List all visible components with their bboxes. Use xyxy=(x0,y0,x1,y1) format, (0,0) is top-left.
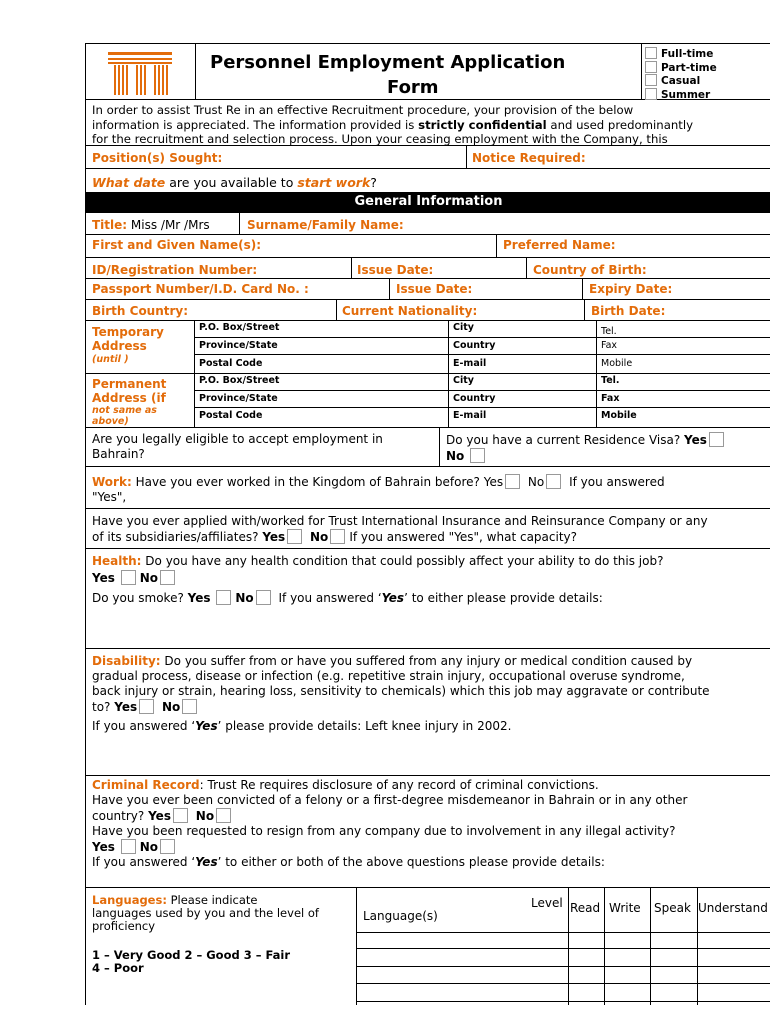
current-nationality-label: Current Nationality: xyxy=(342,304,478,318)
option-part-time[interactable]: Part-time xyxy=(645,61,717,75)
first-name-row xyxy=(86,235,770,258)
passport-row xyxy=(86,279,770,300)
position-sought-label: Position(s) Sought: xyxy=(92,151,223,165)
smoke-no-checkbox[interactable] xyxy=(256,590,271,605)
health-section: Health: Do you have any health condition that could possibly affect your ability to do this job? Yes No Do you smoke? Yes No If you answered ‘Yes’ to either please provide details: xyxy=(86,549,770,649)
form-header xyxy=(86,44,770,100)
option-summer[interactable]: Summer xyxy=(645,88,717,102)
health-no-checkbox[interactable] xyxy=(160,570,175,585)
option-full-time[interactable]: Full-time xyxy=(645,47,717,61)
surname-label: Surname/Family Name: xyxy=(247,218,404,232)
trust-no-checkbox[interactable] xyxy=(330,529,345,544)
birth-row xyxy=(86,300,770,321)
resign-no-checkbox[interactable] xyxy=(160,839,175,854)
form-title-line2: Form xyxy=(387,77,439,98)
language-column-header: Language(s) xyxy=(363,909,438,923)
id-number-label: ID/Registration Number: xyxy=(92,263,258,277)
level-column-header: Level xyxy=(531,896,563,910)
convicted-no-checkbox[interactable] xyxy=(216,808,231,823)
understand-column-header: Understand xyxy=(698,901,768,915)
permanent-address-block: Permanent Address (if not same as above) P.O. Box/Street Province/State Postal Code City Country E-mail Tel. Fax Mobile xyxy=(86,374,770,428)
expiry-date-label: Expiry Date: xyxy=(589,282,673,296)
issue-date-label: Issue Date: xyxy=(357,263,434,277)
employment-type-options xyxy=(645,47,717,101)
availability-row: What date are you available to start work? xyxy=(92,175,377,190)
general-information-header: General Information xyxy=(86,192,770,213)
eligibility-row: Are you legally eligible to accept employment in Bahrain? Do you have a current Residence Visa? Yes No xyxy=(86,428,770,467)
disability-yes-checkbox[interactable] xyxy=(139,699,154,714)
resign-yes-checkbox[interactable] xyxy=(121,839,136,854)
application-form xyxy=(85,43,770,1005)
birth-country-label: Birth Country: xyxy=(92,304,189,318)
languages-section: Languages: Please indicate languages used by you and the level of proficiency 1 – Very Good 2 – Good 3 – Fair 4 – Poor Language(s) Level Read Write Speak Understand xyxy=(86,888,770,1005)
preferred-name-label: Preferred Name: xyxy=(503,238,616,252)
notice-required-label: Notice Required: xyxy=(472,151,586,165)
id-row xyxy=(86,258,770,279)
residence-visa-yes-checkbox[interactable] xyxy=(709,432,724,447)
option-casual[interactable]: Casual xyxy=(645,74,717,88)
birth-date-label: Birth Date: xyxy=(591,304,666,318)
health-yes-checkbox[interactable] xyxy=(121,570,136,585)
title-row: Title: Miss /Mr /Mrs Surname/Family Name: xyxy=(86,213,770,235)
smoke-yes-checkbox[interactable] xyxy=(216,590,231,605)
convicted-yes-checkbox[interactable] xyxy=(173,808,188,823)
work-yes-checkbox[interactable] xyxy=(505,474,520,489)
disability-no-checkbox[interactable] xyxy=(182,699,197,714)
criminal-record-section: Criminal Record: Trust Re requires disclosure of any record of criminal convictions. Have you ever been convicted of a felony or a first-degree misdemeanor in Bahrain or in any other country? Yes No Have you been requested to resign from any company due to involvement in any illegal activity? Yes No If you answered ‘Yes’ to either or both of the above questions please provide details: xyxy=(86,776,770,888)
intro-paragraph: In order to assist Trust Re in an effective Recruitment procedure, your provision of the below information is appreciated. The information provided is strictly confidential and used predominantly for the recruitment and selection process. Upon your ceasing employment with the Company, this xyxy=(86,100,770,146)
form-title: Personnel Employment Application xyxy=(210,52,566,73)
trust-yes-checkbox[interactable] xyxy=(287,529,302,544)
passport-number-label: Passport Number/I.D. Card No. : xyxy=(92,282,309,296)
first-name-label: First and Given Name(s): xyxy=(92,238,262,252)
read-column-header: Read xyxy=(570,901,601,915)
residence-visa-no-checkbox[interactable] xyxy=(470,448,485,463)
work-no-checkbox[interactable] xyxy=(546,474,561,489)
disability-section: Disability: Do you suffer from or have you suffered from any injury or medical condition caused by gradual process, disease or infection (e.g. repetitive strain injury, occupational overuse syndrome, back injury or strain, hearing loss, sensitivity to chemicals) which this job may aggravate or contribute to? Yes No If you answered ‘Yes’ please provide details: Left knee injury in 2002. xyxy=(86,649,770,776)
work-row: Work: Have you ever worked in the Kingdom of Bahrain before? Yes No If you answered "Yes", xyxy=(86,467,770,509)
company-logo xyxy=(108,49,172,95)
passport-issue-date-label: Issue Date: xyxy=(396,282,473,296)
write-column-header: Write xyxy=(609,901,641,915)
speak-column-header: Speak xyxy=(654,901,691,915)
temporary-address-block: Temporary Address (until ) P.O. Box/Street Province/State Postal Code City Country E-mail Tel. Fax Mobile xyxy=(86,321,770,374)
trust-history-row: Have you ever applied with/worked for Trust International Insurance and Reinsurance Company or any of its subsidiaries/affiliates? Yes No If you answered "Yes", what capacity? xyxy=(86,509,770,549)
position-row xyxy=(86,146,770,169)
country-of-birth-label: Country of Birth: xyxy=(533,263,647,277)
